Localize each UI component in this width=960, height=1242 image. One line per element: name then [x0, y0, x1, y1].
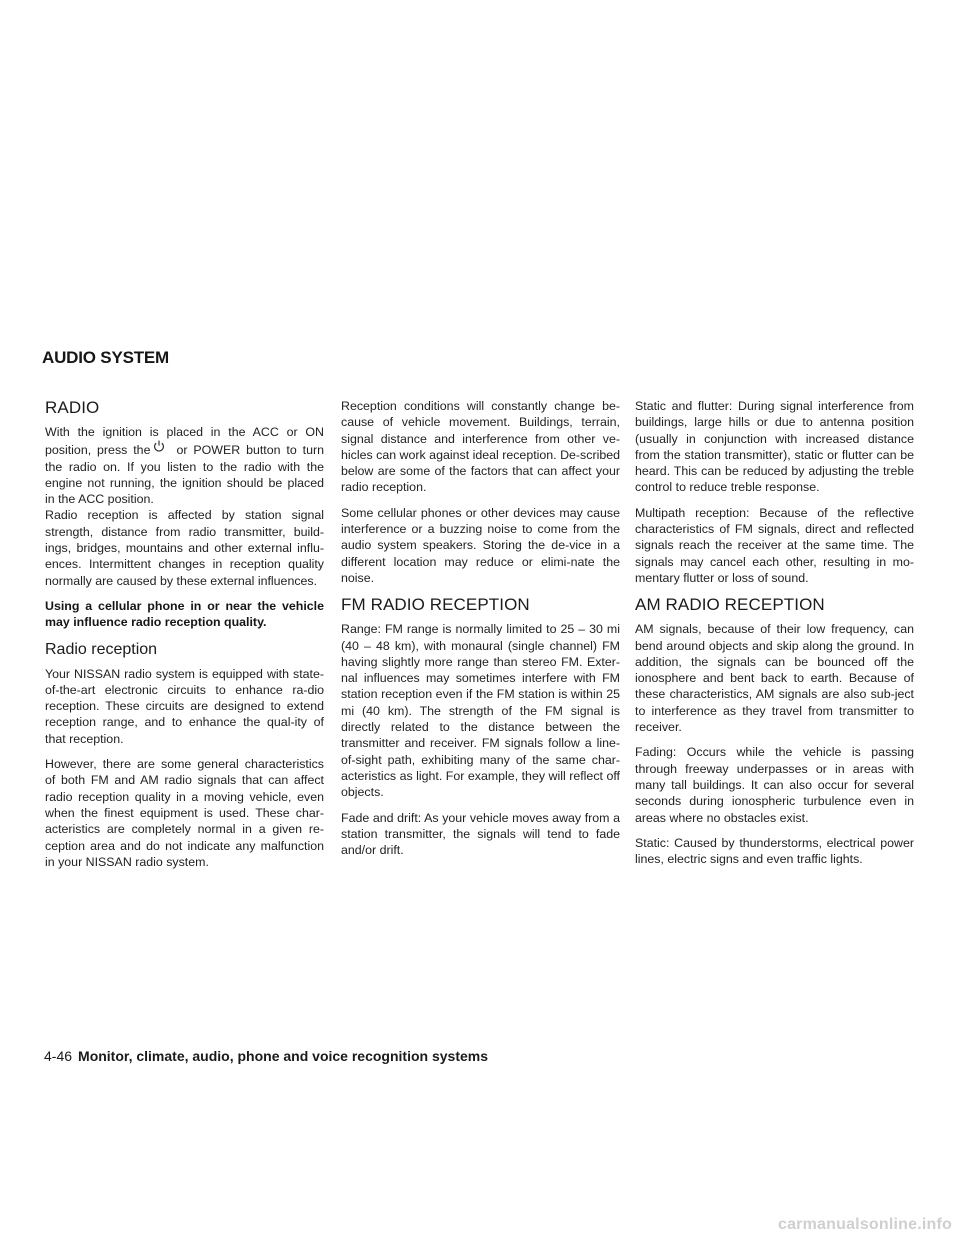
- power-icon: [152, 440, 166, 452]
- chapter-title: Monitor, climate, audio, phone and voice recognition systems: [78, 1048, 488, 1064]
- cellular-warning-bold: Using a cellular phone in or near the vehicle may influence radio reception quality.: [45, 598, 324, 630]
- radio-intro-before-icon: With the ignition is placed in the ACC or ON position, press the: [45, 425, 324, 458]
- column-1: [45, 398, 324, 879]
- page-number: 4-46: [44, 1048, 73, 1064]
- fm-range-paragraph: Range: FM range is normally limited to 25 – 30 mi (40 – 48 km), with monaural (single channel) FM having slightly more range than stereo FM. Exter-nal influences may sometimes interfere with FM station reception even if the FM station is within 25 mi (40 km). The strength of the FM signal is directly related to the distance between the transmitter and receiver. FM signals follow a line-of-sight path, exhibiting many of the same char-acteristics as light. For example, they will reflect off objects.: [341, 622, 620, 800]
- watermark[interactable]: carmanualsonline.info: [777, 1216, 952, 1233]
- fade-drift-paragraph: Fade and drift: As your vehicle moves away from a station transmitter, the signals will tend to fade and/or drift.: [341, 810, 620, 858]
- am-signals-paragraph: AM signals, because of their low frequency, can bend around objects and skip along the ground. In addition, the signals can be bounced off the ionosphere and bent back to earth. Because of these characteristics, AM signals are also sub-ject to interference as they travel from transmitter to receiver.: [635, 622, 914, 735]
- radio-characteristics-paragraph: However, there are some general characteristics of both FM and AM radio signals that can affect radio reception quality in a moving vehicle, even when the finest equipment is used. These char-acteristics are completely normal in a given re-ception area and do not indicate any malfunction in your NISSAN radio system.: [45, 757, 324, 869]
- radio-equipped-paragraph: Your NISSAN radio system is equipped with state-of-the-art electronic circuits to enhance ra-dio reception. These circuits are designed to extend reception range, and to enhance the qual-ity of that reception.: [45, 666, 324, 746]
- static-paragraph: Static: Caused by thunderstorms, electrical power lines, electric signs and even traffic lights.: [635, 835, 914, 867]
- static-flutter-paragraph: Static and flutter: During signal interference from buildings, large hills or due to antenna position (usually in conjunction with increased distance from the station transmitter), static or flutter can be heard. This can be reduced by adjusting the treble control to reduce treble response.: [635, 399, 914, 495]
- page-footer: [44, 1048, 488, 1064]
- heading-fm-radio-reception: FM RADIO RECEPTION: [341, 595, 530, 615]
- radio-intro-after-icon: or POWER button to turn the radio on. If you listen to the radio with the engine not running, the ignition should be placed in the ACC position.: [45, 443, 325, 507]
- heading-radio-reception: Radio reception: [45, 640, 158, 658]
- reception-affected-paragraph: Radio reception is affected by station signal strength, distance from radio transmitter, build-ings, bridges, mountains and other external influ-ences. Intermittent changes in reception quality normally are caused by these external influences.: [45, 508, 324, 588]
- fading-paragraph: Fading: Occurs while the vehicle is passing through freeway underpasses or in areas with many tall buildings. It can also occur for several seconds during ionospheric turbulence even in areas where no obstacles exist.: [635, 745, 914, 825]
- radio-intro-paragraph: [45, 424, 324, 507]
- column-2: [341, 398, 620, 867]
- heading-radio: RADIO: [45, 398, 100, 417]
- column-3: [635, 398, 914, 876]
- section-title: AUDIO SYSTEM: [42, 348, 170, 367]
- heading-am-radio-reception: AM RADIO RECEPTION: [635, 595, 825, 615]
- multipath-paragraph: Multipath reception: Because of the reflective characteristics of FM signals, direct and reflected signals reach the receiver at the same time. The signals may cancel each other, resulting in mo-mentary flutter or loss of sound.: [635, 505, 914, 585]
- reception-conditions-paragraph: Reception conditions will constantly change be-cause of vehicle movement. Buildings, terrain, signal distance and interference from other ve-hicles can work against ideal reception. De-scribed below are some of the factors that can affect your radio reception.: [341, 399, 620, 495]
- cellular-interference-paragraph: Some cellular phones or other devices may cause interference or a buzzing noise to come from the audio system speakers. Storing the de-vice in a different location may reduce or elimi-nate the noise.: [341, 505, 620, 585]
